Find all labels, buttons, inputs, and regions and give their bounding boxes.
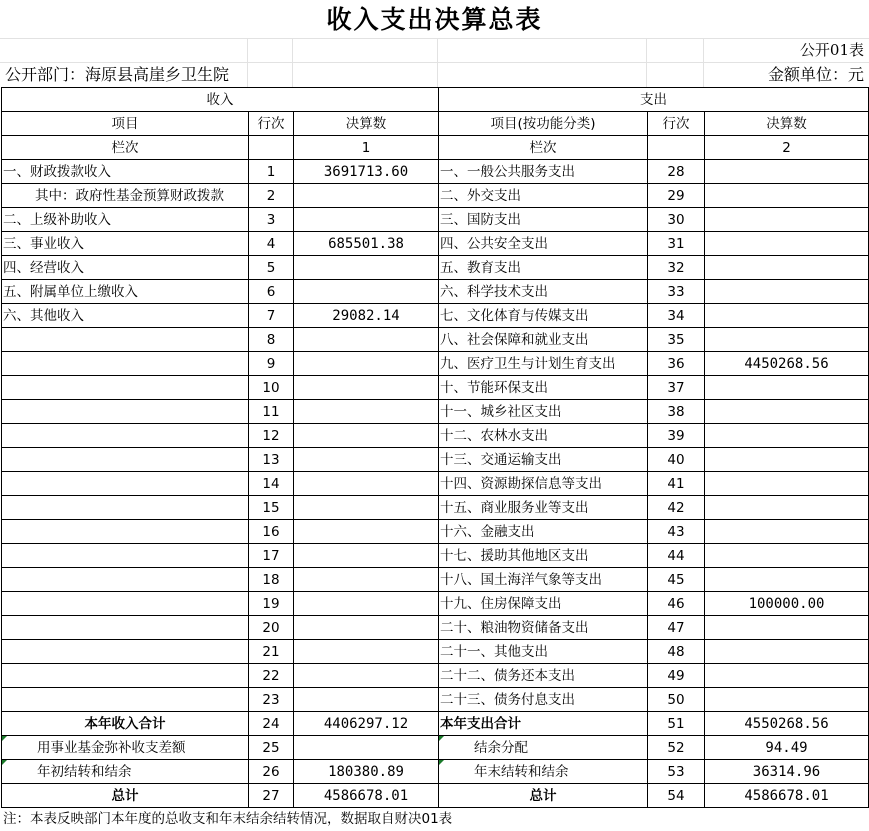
- income-amount-cell[interactable]: [294, 184, 439, 208]
- form-number: 公开01表: [799, 41, 864, 59]
- income-row-no-cell[interactable]: 12: [249, 424, 294, 448]
- summary-table: [1, 87, 869, 808]
- year-income-total-amount[interactable]: 4406297.12: [294, 712, 439, 736]
- expense-amount-cell[interactable]: [705, 400, 869, 424]
- year-expense-total-amount[interactable]: 4550268.56: [705, 712, 869, 736]
- expense-amount-cell[interactable]: [705, 544, 869, 568]
- expense-section-header[interactable]: 支出: [439, 88, 869, 112]
- expense-row-no-cell[interactable]: 28: [648, 160, 705, 184]
- expense-row-no-cell[interactable]: 48: [648, 640, 705, 664]
- table-row: [2, 280, 869, 304]
- income-grand-total-no[interactable]: 27: [249, 784, 294, 808]
- income-grand-total-amount[interactable]: 4586678.01: [294, 784, 439, 808]
- income-amount-cell[interactable]: [294, 664, 439, 688]
- income-item-cell[interactable]: 六、其他收入: [2, 304, 249, 328]
- income-item-cell[interactable]: [2, 640, 249, 664]
- expense-item-cell[interactable]: 十三、交通运输支出: [439, 448, 648, 472]
- expense-amount-cell[interactable]: [705, 448, 869, 472]
- income-item-cell[interactable]: [2, 544, 249, 568]
- expense-row-no-cell[interactable]: 43: [648, 520, 705, 544]
- ending-balance-no[interactable]: 53: [648, 760, 705, 784]
- expense-row-no-cell[interactable]: 34: [648, 304, 705, 328]
- table-row: [2, 448, 869, 472]
- fund-no[interactable]: 25: [249, 736, 294, 760]
- fund-row: [2, 736, 869, 760]
- income-item-cell[interactable]: [2, 688, 249, 712]
- expense-item-cell[interactable]: 五、教育支出: [439, 256, 648, 280]
- table-row: [2, 160, 869, 184]
- grid-line: [437, 38, 438, 87]
- table-row: [2, 544, 869, 568]
- income-item-cell[interactable]: 二、上级补助收入: [2, 208, 249, 232]
- expense-row-no-cell[interactable]: 41: [648, 472, 705, 496]
- table-row: [2, 664, 869, 688]
- fund-label[interactable]: 用事业基金弥补收支差额: [2, 736, 249, 760]
- table-row: [2, 424, 869, 448]
- expense-amount-cell[interactable]: [705, 568, 869, 592]
- expense-row-no-header[interactable]: 行次: [648, 112, 705, 136]
- income-amount-cell[interactable]: [294, 208, 439, 232]
- income-item-cell[interactable]: 三、事业收入: [2, 232, 249, 256]
- distribution-amount[interactable]: 94.49: [705, 736, 869, 760]
- income-row-no-cell[interactable]: 18: [249, 568, 294, 592]
- income-item-cell[interactable]: [2, 568, 249, 592]
- grid-line: [646, 38, 647, 87]
- expense-grand-total-no[interactable]: 54: [648, 784, 705, 808]
- expense-col-index[interactable]: 2: [705, 136, 869, 160]
- income-item-cell[interactable]: [2, 592, 249, 616]
- income-amount-cell[interactable]: [294, 616, 439, 640]
- expense-item-cell[interactable]: 四、公共安全支出: [439, 232, 648, 256]
- income-item-cell[interactable]: [2, 448, 249, 472]
- expense-row-no-cell[interactable]: 47: [648, 616, 705, 640]
- income-row-no-cell[interactable]: 16: [249, 520, 294, 544]
- expense-amount-cell[interactable]: 100000.00: [705, 592, 869, 616]
- expense-amount-cell[interactable]: [705, 376, 869, 400]
- expense-row-no-cell[interactable]: 33: [648, 280, 705, 304]
- expense-item-cell[interactable]: 七、文化体育与传媒支出: [439, 304, 648, 328]
- expense-col-label[interactable]: 栏次: [439, 136, 648, 160]
- table-row: [2, 232, 869, 256]
- table-row: [2, 304, 869, 328]
- expense-amount-cell[interactable]: [705, 160, 869, 184]
- income-row-no-cell[interactable]: 6: [249, 280, 294, 304]
- year-income-total-label[interactable]: 本年收入合计: [2, 712, 249, 736]
- expense-amount-cell[interactable]: [705, 304, 869, 328]
- expense-amount-cell[interactable]: [705, 472, 869, 496]
- income-item-cell[interactable]: [2, 520, 249, 544]
- income-amount-cell[interactable]: [294, 592, 439, 616]
- table-row: [2, 400, 869, 424]
- expense-item-cell[interactable]: 十五、商业服务业等支出: [439, 496, 648, 520]
- carryover-row: [2, 760, 869, 784]
- expense-row-no-cell[interactable]: 45: [648, 568, 705, 592]
- expense-row-no-cell[interactable]: 35: [648, 328, 705, 352]
- income-item-cell[interactable]: 其中：政府性基金预算财政拨款: [2, 184, 249, 208]
- grid-line: [247, 38, 248, 87]
- expense-item-cell[interactable]: 九、医疗卫生与计划生育支出: [439, 352, 648, 376]
- expense-item-cell[interactable]: 二十三、债务付息支出: [439, 688, 648, 712]
- income-item-cell[interactable]: [2, 352, 249, 376]
- expense-item-cell[interactable]: 十二、农林水支出: [439, 424, 648, 448]
- income-row-no-cell[interactable]: 23: [249, 688, 294, 712]
- income-amount-cell[interactable]: [294, 472, 439, 496]
- expense-item-cell[interactable]: 二十一、其他支出: [439, 640, 648, 664]
- income-amount-cell[interactable]: [294, 520, 439, 544]
- income-amount-cell[interactable]: [294, 352, 439, 376]
- expense-amount-cell[interactable]: [705, 328, 869, 352]
- table-row: [2, 616, 869, 640]
- year-income-total-no[interactable]: 24: [249, 712, 294, 736]
- grid-line: [0, 38, 869, 39]
- income-row-no-cell[interactable]: 4: [249, 232, 294, 256]
- expense-item-cell[interactable]: 十六、金融支出: [439, 520, 648, 544]
- expense-grand-total-amount[interactable]: 4586678.01: [705, 784, 869, 808]
- expense-amount-cell[interactable]: [705, 640, 869, 664]
- ending-balance-amount[interactable]: 36314.96: [705, 760, 869, 784]
- expense-row-no-cell[interactable]: 38: [648, 400, 705, 424]
- income-grand-total-label[interactable]: 总计: [2, 784, 249, 808]
- expense-row-no-cell[interactable]: 50: [648, 688, 705, 712]
- beginning-balance-amount[interactable]: 180380.89: [294, 760, 439, 784]
- income-row-no-cell[interactable]: 13: [249, 448, 294, 472]
- distribution-label[interactable]: 结余分配: [439, 736, 648, 760]
- table-row: [2, 184, 869, 208]
- income-item-cell[interactable]: 四、经营收入: [2, 256, 249, 280]
- amount-unit-label: 金额单位：元: [767, 65, 864, 84]
- income-item-cell[interactable]: [2, 496, 249, 520]
- expense-amount-header[interactable]: 决算数: [705, 112, 869, 136]
- table-row: [2, 256, 869, 280]
- expense-item-cell[interactable]: 一、一般公共服务支出: [439, 160, 648, 184]
- expense-amount-cell[interactable]: [705, 616, 869, 640]
- income-amount-cell[interactable]: 685501.38: [294, 232, 439, 256]
- income-row-no-cell[interactable]: 11: [249, 400, 294, 424]
- income-amount-cell[interactable]: [294, 328, 439, 352]
- section-header-row: [2, 88, 869, 112]
- table-row: [2, 520, 869, 544]
- expense-amount-cell[interactable]: [705, 688, 869, 712]
- income-row-no-cell[interactable]: 8: [249, 328, 294, 352]
- expense-item-cell[interactable]: 二、外交支出: [439, 184, 648, 208]
- income-amount-cell[interactable]: [294, 448, 439, 472]
- income-row-no-cell[interactable]: 2: [249, 184, 294, 208]
- income-row-no-cell[interactable]: 20: [249, 616, 294, 640]
- income-amount-cell[interactable]: [294, 496, 439, 520]
- expense-row-no-cell[interactable]: 42: [648, 496, 705, 520]
- expense-amount-cell[interactable]: [705, 232, 869, 256]
- expense-row-no-cell[interactable]: 49: [648, 664, 705, 688]
- expense-row-no-cell[interactable]: 37: [648, 376, 705, 400]
- expense-row-no-cell[interactable]: 32: [648, 256, 705, 280]
- income-item-cell[interactable]: [2, 664, 249, 688]
- grid-line: [292, 38, 293, 87]
- expense-item-cell[interactable]: 二十、粮油物资储备支出: [439, 616, 648, 640]
- expense-item-cell[interactable]: 十九、住房保障支出: [439, 592, 648, 616]
- table-row: [2, 496, 869, 520]
- income-row-no-cell[interactable]: 5: [249, 256, 294, 280]
- expense-row-no-cell[interactable]: 39: [648, 424, 705, 448]
- income-row-no-cell[interactable]: 14: [249, 472, 294, 496]
- expense-row-no-cell[interactable]: 46: [648, 592, 705, 616]
- income-row-no-cell[interactable]: 17: [249, 544, 294, 568]
- expense-amount-cell[interactable]: [705, 208, 869, 232]
- grid-line: [703, 38, 704, 87]
- table-row: [2, 352, 869, 376]
- income-item-cell[interactable]: [2, 472, 249, 496]
- income-amount-cell[interactable]: [294, 544, 439, 568]
- expense-row-no-cell[interactable]: 40: [648, 448, 705, 472]
- income-item-cell[interactable]: [2, 400, 249, 424]
- expense-item-cell[interactable]: 十四、资源勘探信息等支出: [439, 472, 648, 496]
- expense-row-no-cell[interactable]: 44: [648, 544, 705, 568]
- income-row-no-cell[interactable]: 9: [249, 352, 294, 376]
- income-row-no-cell[interactable]: 7: [249, 304, 294, 328]
- table-row: [2, 640, 869, 664]
- page-title: 收入支出决算总表: [326, 5, 543, 34]
- table-row: [2, 472, 869, 496]
- income-amount-cell[interactable]: 29082.14: [294, 304, 439, 328]
- income-col-label[interactable]: 栏次: [2, 136, 249, 160]
- expense-grand-total-label[interactable]: 总计: [439, 784, 648, 808]
- expense-amount-cell[interactable]: [705, 184, 869, 208]
- income-amount-cell[interactable]: [294, 256, 439, 280]
- ending-balance-label[interactable]: 年末结转和结余: [439, 760, 648, 784]
- income-section-header[interactable]: 收入: [2, 88, 439, 112]
- income-item-cell[interactable]: 五、附属单位上缴收入: [2, 280, 249, 304]
- expense-item-cell[interactable]: 十七、援助其他地区支出: [439, 544, 648, 568]
- table-row: [2, 328, 869, 352]
- income-item-cell[interactable]: [2, 424, 249, 448]
- expense-amount-cell[interactable]: [705, 280, 869, 304]
- income-row-no-cell[interactable]: 21: [249, 640, 294, 664]
- expense-amount-cell[interactable]: [705, 520, 869, 544]
- department-label: 公开部门：海原县高崖乡卫生院: [5, 65, 230, 84]
- income-row-no-cell[interactable]: 10: [249, 376, 294, 400]
- income-row-no-cell[interactable]: 22: [249, 664, 294, 688]
- column-header-row: [2, 112, 869, 136]
- expense-item-cell[interactable]: 三、国防支出: [439, 208, 648, 232]
- footnote: 注：本表反映部门本年度的总收支和年末结余结转情况，数据取自财决01表: [3, 811, 453, 827]
- income-item-cell[interactable]: 一、财政拨款收入: [2, 160, 249, 184]
- expense-item-cell[interactable]: 十八、国土海洋气象等支出: [439, 568, 648, 592]
- table-row: [2, 208, 869, 232]
- income-amount-cell[interactable]: [294, 424, 439, 448]
- income-row-no-cell[interactable]: 19: [249, 592, 294, 616]
- expense-row-no-cell[interactable]: 29: [648, 184, 705, 208]
- table-row: [2, 568, 869, 592]
- income-item-cell[interactable]: [2, 616, 249, 640]
- income-amount-cell[interactable]: [294, 688, 439, 712]
- year-expense-total-label[interactable]: 本年支出合计: [439, 712, 648, 736]
- income-col-index[interactable]: 1: [294, 136, 439, 160]
- income-amount-cell[interactable]: [294, 400, 439, 424]
- table-row: [2, 688, 869, 712]
- income-amount-cell[interactable]: [294, 280, 439, 304]
- table-row: [2, 592, 869, 616]
- income-amount-cell[interactable]: [294, 376, 439, 400]
- income-amount-header[interactable]: 决算数: [294, 112, 439, 136]
- expense-amount-cell[interactable]: [705, 256, 869, 280]
- year-expense-total-no[interactable]: 51: [648, 712, 705, 736]
- expense-amount-cell[interactable]: [705, 424, 869, 448]
- income-row-no-cell[interactable]: 3: [249, 208, 294, 232]
- beginning-balance-no[interactable]: 26: [249, 760, 294, 784]
- column-index-row: [2, 136, 869, 160]
- income-row-no-cell[interactable]: 15: [249, 496, 294, 520]
- income-item-cell[interactable]: [2, 376, 249, 400]
- beginning-balance-label[interactable]: 年初结转和结余: [2, 760, 249, 784]
- income-amount-cell[interactable]: [294, 640, 439, 664]
- expense-row-no-cell[interactable]: 31: [648, 232, 705, 256]
- fund-amount[interactable]: [294, 736, 439, 760]
- expense-row-no-cell[interactable]: 36: [648, 352, 705, 376]
- expense-item-cell[interactable]: 二十二、债务还本支出: [439, 664, 648, 688]
- grand-total-row: [2, 784, 869, 808]
- expense-row-no-cell[interactable]: 30: [648, 208, 705, 232]
- income-item-cell[interactable]: [2, 328, 249, 352]
- expense-item-header[interactable]: 项目(按功能分类): [439, 112, 648, 136]
- expense-amount-cell[interactable]: [705, 664, 869, 688]
- income-row-no-header[interactable]: 行次: [249, 112, 294, 136]
- income-amount-cell[interactable]: 3691713.60: [294, 160, 439, 184]
- year-total-row: [2, 712, 869, 736]
- table-row: [2, 376, 869, 400]
- distribution-no[interactable]: 52: [648, 736, 705, 760]
- expense-item-cell[interactable]: 十一、城乡社区支出: [439, 400, 648, 424]
- empty-cell[interactable]: [249, 136, 294, 160]
- expense-amount-cell[interactable]: [705, 496, 869, 520]
- income-item-header[interactable]: 项目: [2, 112, 249, 136]
- expense-item-cell[interactable]: 八、社会保障和就业支出: [439, 328, 648, 352]
- empty-cell[interactable]: [648, 136, 705, 160]
- income-row-no-cell[interactable]: 1: [249, 160, 294, 184]
- expense-amount-cell[interactable]: 4450268.56: [705, 352, 869, 376]
- expense-item-cell[interactable]: 六、科学技术支出: [439, 280, 648, 304]
- income-amount-cell[interactable]: [294, 568, 439, 592]
- expense-item-cell[interactable]: 十、节能环保支出: [439, 376, 648, 400]
